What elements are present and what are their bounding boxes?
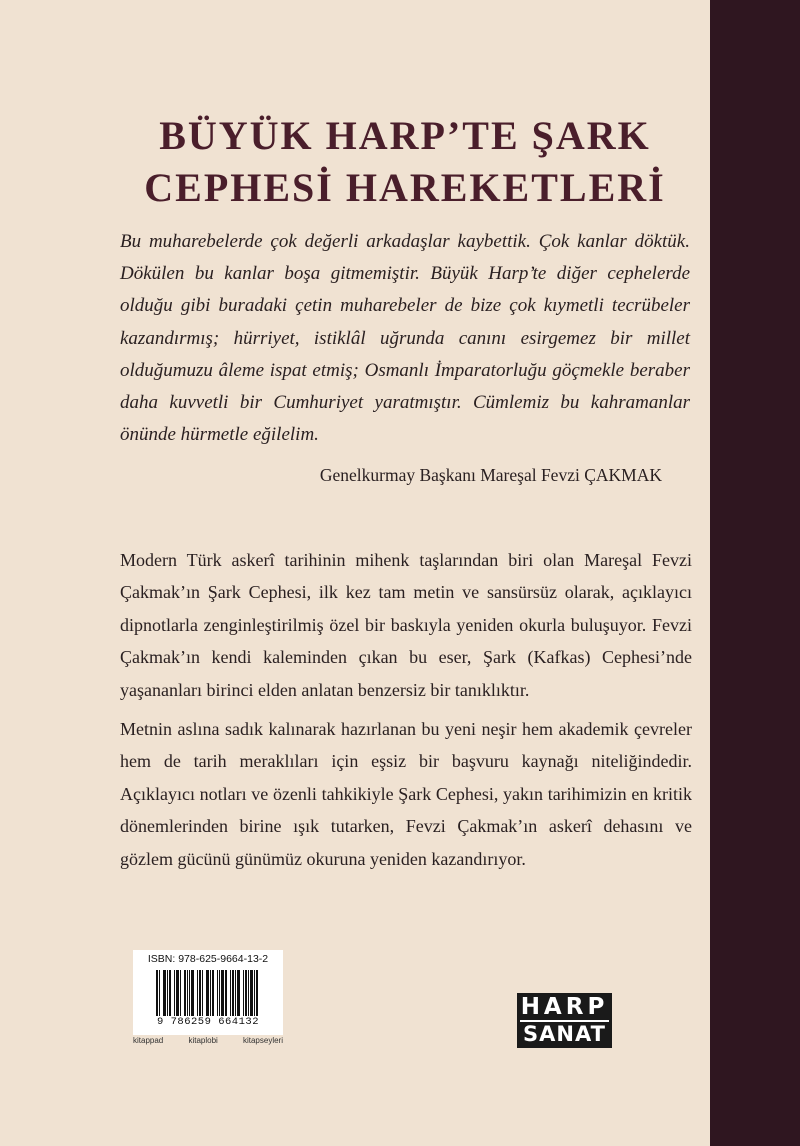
retailer-logo-kitaplobi: kitaplobi — [188, 1036, 218, 1045]
isbn-barcode — [133, 950, 283, 1035]
book-title-line-2: CEPHESİ HAREKETLERİ — [144, 165, 666, 210]
description-paragraph-1-text: Modern Türk askerî tarihinin mihenk taşlarından biri olan Mareşal Fevzi Çakmak’ın Şark Cephesi, ilk kez tam metin ve sansürsüz olarak, açıklayıcı dipnotlarla zenginleştirilmiş özel bir baskıyla yeniden okurla buluşuyor. Fevzi Çakmak’ın kendi kaleminden çıkan bu eser, Şark (Kafkas) Cephesi’nde yaşananları birinci elden anlatan benzersiz bir tanıklıktır. — [120, 550, 692, 700]
description-paragraph-2-text: Metnin aslına sadık kalınarak hazırlanan bu yeni neşir hem akademik çevreler hem de tarih meraklıları için eşsiz bir başvuru kaynağı niteliğindedir. Açıklayıcı notları ve özenli tahkikiyle Şark Cephesi, yakın tarihimizin en kritik dönemlerinden birine ışık tutarken, Fevzi Çakmak’ın askerî dehasını ve gözlem gücünü günümüz okuruna yeniden kazandırıyor. — [120, 719, 692, 869]
publisher-logo — [517, 993, 612, 1048]
publisher-logo-line-1: HARP — [520, 994, 609, 1020]
retailer-logo-kitapseyleri: kitapseyleri — [242, 1036, 283, 1045]
description-paragraph-2 — [120, 713, 692, 875]
barcode-bars — [156, 970, 262, 1016]
retailer-logo-kitappad: kitappad — [133, 1036, 164, 1045]
quote-text: Bu muharebelerde çok değerli arkadaşlar kaybettik. Çok kanlar döktük. Dökülen bu kanlar boşa gitmemiştir. Büyük Harp’te diğer cephelerde olduğu gibi buradaki çetin muharebeler de bize çok kıymetli tecrübeler kazandırmış; hürriyet, istiklâl uğrunda canını esirgemez bir millet olduğumuzu âleme ispat etmiş; Osmanlı İmparatorluğu göçmekle beraber daha kuvvetli bir Cumhuriyet yaratmıştır. Cümlemiz bu kahramanlar önünde hürmetle eğilelim. — [120, 231, 690, 446]
barcode-digits: 9 786259 664132 — [156, 1016, 259, 1028]
quote-block — [120, 226, 690, 451]
retailer-logos — [133, 1036, 283, 1045]
isbn-label: ISBN: 978-625-9664-13-2 — [147, 953, 269, 965]
publisher-logo-line-2: SANAT — [523, 1022, 606, 1046]
description-paragraph-1 — [120, 544, 692, 706]
book-title — [95, 110, 715, 214]
book-title-line-1: BÜYÜK HARP’TE ŞARK — [159, 113, 651, 158]
book-spine — [710, 0, 800, 1146]
quote-attribution: Genelkurmay Başkanı Mareşal Fevzi ÇAKMAK — [319, 465, 662, 485]
